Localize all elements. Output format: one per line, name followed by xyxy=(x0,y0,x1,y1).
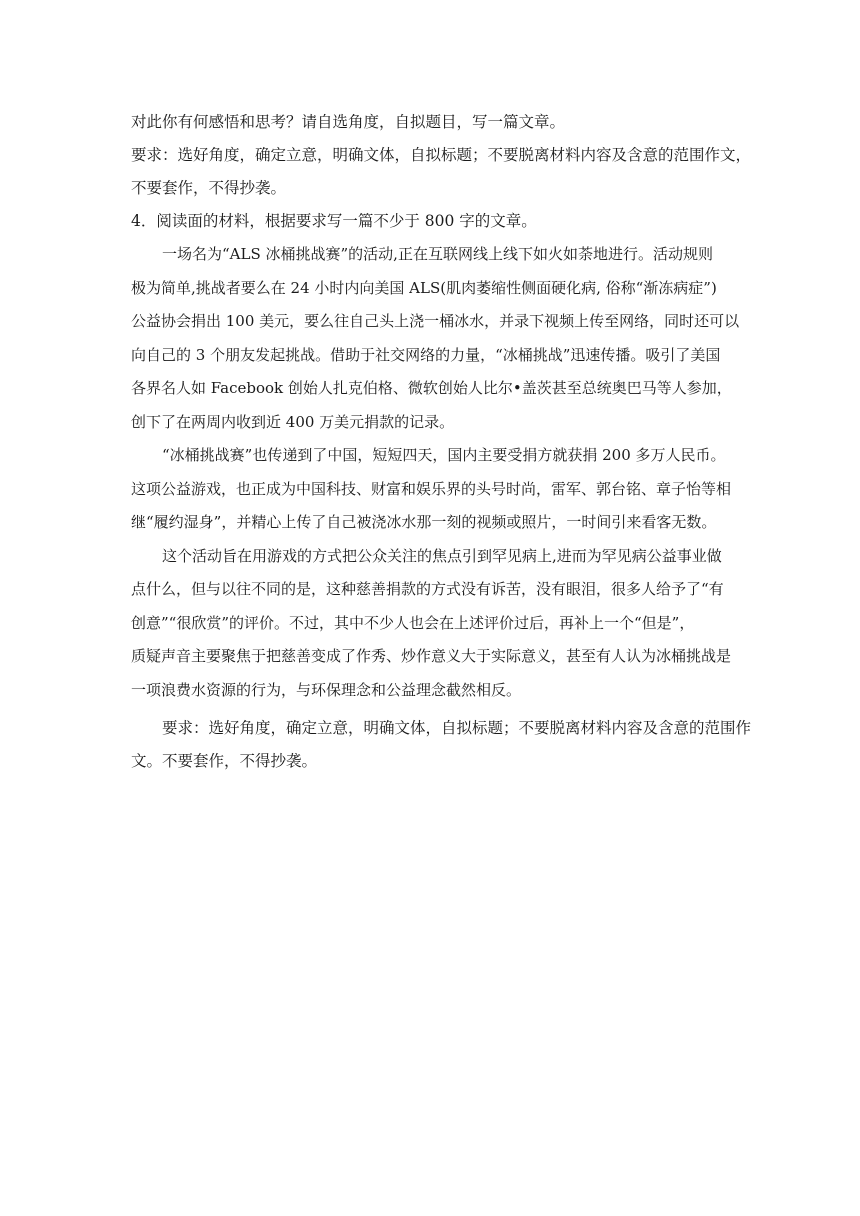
material-line: 一场名为“ALS 冰桶挑战赛”的活动,正在互联网线上线下如火如荼地进行。活动规则 xyxy=(162,245,713,263)
material-line: 质疑声音主要聚焦于把慈善变成了作秀、炒作意义大于实际意义，甚至有人认为冰桶挑战是 xyxy=(131,647,732,665)
material-line: 极为简单,挑战者要么在 24 小时内向美国 ALS(肌肉萎缩性侧面硬化病, 俗称“渐冻病症”) xyxy=(131,278,717,297)
material-line: 向自己的 3 个朋友发起挑战。借助于社交网络的力量，“冰桶挑战”迅速传播。吸引了美国 xyxy=(131,345,721,364)
material-line: 创下了在两周内收到近 400 万美元捐款的记录。 xyxy=(131,412,455,431)
requirement-line-2: 文。不要套作，不得抄袭。 xyxy=(131,752,318,770)
requirement-line-1: 要求：选好角度，确定立意，明确文体，自拟标题；不要脱离材料内容及含意的范围作 xyxy=(162,719,752,737)
material-line: 这个活动旨在用游戏的方式把公众关注的焦点引到罕见病上,进而为罕见病公益事业做 xyxy=(162,546,722,565)
material-paragraph-2 xyxy=(131,439,735,540)
question-4-requirement xyxy=(131,712,752,778)
prev-question-requirement-line-1: 要求：选好角度，确定立意，明确文体，自拟标题；不要脱离材料内容及含意的范围作文， xyxy=(131,146,752,164)
material-paragraph-3 xyxy=(131,540,735,708)
material-line: 继“履约湿身”，并精心上传了自己被浇冰水那一刻的视频或照片，一时间引来看客无数。 xyxy=(131,513,717,531)
document-page xyxy=(131,106,752,778)
material-line: 点什么，但与以往不同的是，这种慈善捐款的方式没有诉苦，没有眼泪，很多人给予了“有 xyxy=(131,580,724,598)
material-line: 各界名人如 Facebook 创始人扎克伯格、微软创始人比尔•盖茨甚至总统奥巴马等人参加， xyxy=(131,379,732,397)
material-line: 创意”“很欣赏”的评价。不过，其中不少人也会在上述评价过后，再补上一个“但是”， xyxy=(131,613,695,632)
question-4-title: 4．阅读面的材料，根据要求写一篇不少于 800 字的文章。 xyxy=(131,212,537,230)
prev-question-prompt: 对此你有何感悟和思考？请自选角度，自拟题目，写一篇文章。 xyxy=(131,113,566,131)
prev-question-requirement-line-2: 不要套作，不得抄袭。 xyxy=(131,179,287,197)
material-line: “冰桶挑战赛”也传递到了中国，短短四天，国内主要受捐方就获捐 200 多万人民币。 xyxy=(162,446,726,464)
material-line: 公益协会捐出 100 美元，要么往自己头上浇一桶冰水，并录下视频上传至网络，同时还可以 xyxy=(131,312,740,330)
material-line: 这项公益游戏，也正成为中国科技、财富和娱乐界的头号时尚，雷军、郭台铭、章子怡等相 xyxy=(131,479,732,498)
material-paragraph-1 xyxy=(131,238,740,439)
material-line: 一项浪费水资源的行为，与环保理念和公益理念截然相反。 xyxy=(131,680,522,699)
